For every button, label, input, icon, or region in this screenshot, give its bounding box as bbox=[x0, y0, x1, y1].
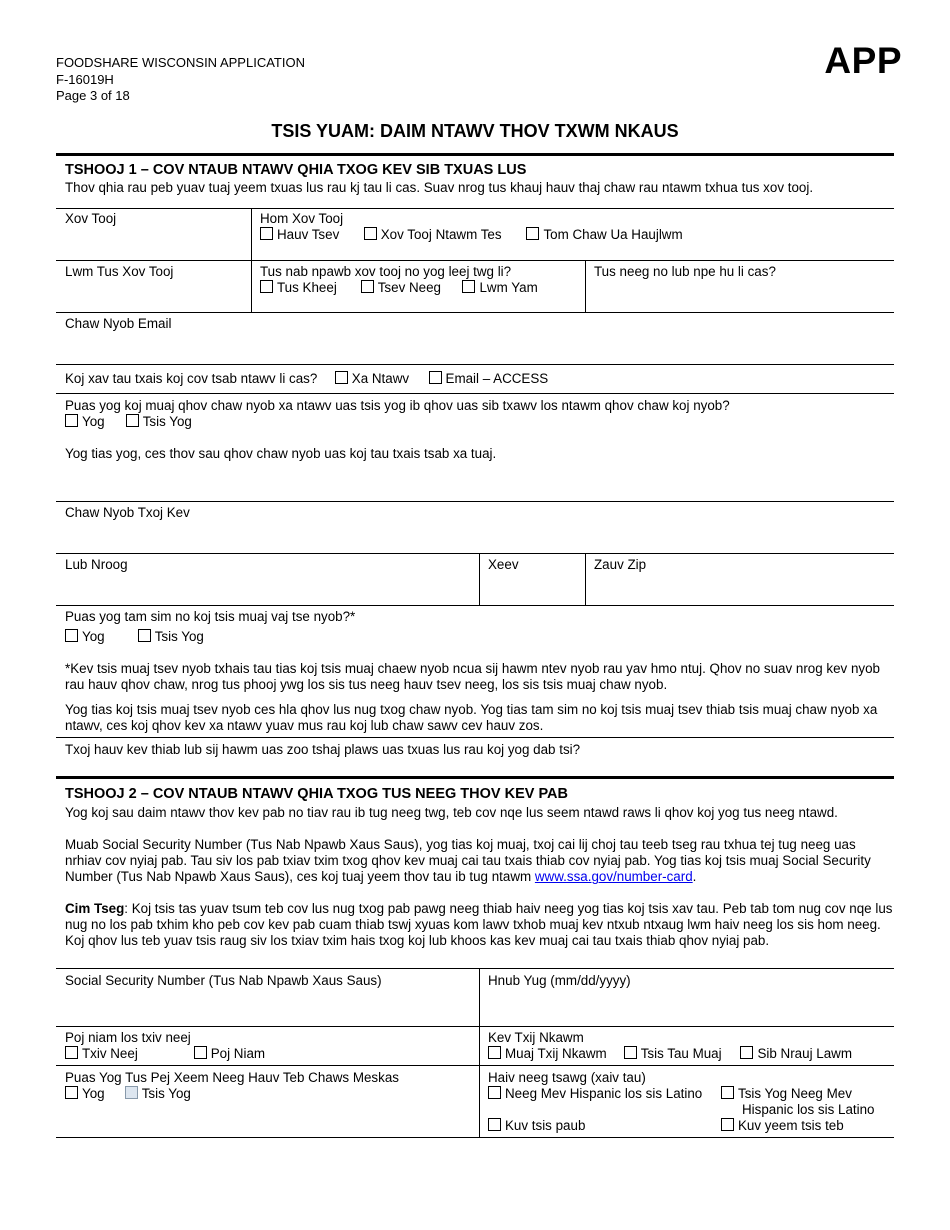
sex-male[interactable]: Txiv Neej bbox=[65, 1046, 190, 1062]
mailing-yes[interactable]: Yog bbox=[65, 414, 122, 430]
checkbox[interactable] bbox=[65, 629, 78, 642]
divider bbox=[56, 260, 894, 261]
marital-label: Kev Txij Nkawm bbox=[488, 1030, 584, 1045]
divider bbox=[479, 553, 480, 605]
state-label: Xeev bbox=[488, 557, 519, 572]
phone-type-label: Hom Xov Tooj bbox=[260, 211, 344, 226]
phone-label: Xov Tooj bbox=[65, 211, 117, 226]
divider bbox=[56, 553, 894, 554]
checkbox[interactable] bbox=[65, 414, 78, 427]
ssn-label: Social Security Number (Tus Nab Npawb Xaus Saus) bbox=[65, 973, 382, 988]
form-title: FOODSHARE WISCONSIN APPLICATION bbox=[56, 55, 305, 70]
checkbox[interactable] bbox=[526, 227, 539, 240]
contact-time-question: Txoj hauv kev thiab lub sij hawm uas zoo tshaj plaws uas txuas lus rau koj yog dab tsi? bbox=[65, 742, 581, 757]
citizen-yes[interactable]: Yog bbox=[65, 1086, 121, 1102]
other-phone-other[interactable]: Lwm Yam bbox=[462, 280, 537, 296]
divider bbox=[56, 737, 894, 738]
phone-type-cell[interactable]: Xov Tooj Ntawm Tes bbox=[364, 227, 523, 243]
ssn-paragraph: Muab Social Security Number (Tus Nab Npawb Xaus Saus), yog tias koj muaj, txoj cai lij choj tau teeb tseg rau txhua tej tug neeg uas nrhiav cov nyiaj pab. Tau siv los pab txiav txim txog qhov kev muaj cai tau txais thiab cov nyiaj pab. Yog tias koj tsis muaj Social Security Number (Tus Nab Npawb Xaus Saus), ces koj tuaj yeem thov tau ib tug ntawm www.ssa.gov/number-card. bbox=[65, 837, 871, 885]
notice-mail[interactable]: Xa Ntawv bbox=[335, 371, 425, 387]
app-badge: APP bbox=[824, 40, 902, 81]
citizen-no[interactable]: Tsis Yog bbox=[125, 1086, 191, 1102]
divider bbox=[56, 501, 894, 502]
divider bbox=[56, 208, 894, 209]
divider bbox=[585, 553, 586, 605]
other-phone-self[interactable]: Tus Kheej bbox=[260, 280, 357, 296]
street-label: Chaw Nyob Txoj Kev bbox=[65, 505, 190, 520]
checkbox[interactable] bbox=[462, 280, 475, 293]
other-phone-question: Tus nab npawb xov tooj no yog leej twg li? bbox=[260, 264, 512, 279]
section1-top-rule bbox=[56, 153, 894, 156]
divider bbox=[56, 1137, 894, 1138]
citizen-label: Puas Yog Tus Pej Xeem Neeg Hauv Teb Chaws Meskas bbox=[65, 1070, 399, 1085]
checkbox[interactable] bbox=[260, 280, 273, 293]
section1-title: TSHOOJ 1 – COV NTAUB NTAWV QHIA TXOG KEV SIB TXUAS LUS bbox=[65, 162, 527, 178]
marital-single[interactable]: Tsis Tau Muaj bbox=[624, 1046, 737, 1062]
section2-title: TSHOOJ 2 – COV NTAUB NTAWV QHIA TXOG TUS NEEG THOV KEV PAB bbox=[65, 786, 568, 802]
divider bbox=[56, 605, 894, 606]
checkbox[interactable] bbox=[194, 1046, 207, 1059]
ethnicity-not-hispanic[interactable]: Tsis Yog Neeg Mev bbox=[721, 1086, 852, 1102]
phone-type-home[interactable]: Hauv Tsev bbox=[260, 227, 360, 243]
checkbox[interactable] bbox=[488, 1086, 501, 1099]
homeless-yes[interactable]: Yog bbox=[65, 629, 134, 645]
dob-label: Hnub Yug (mm/dd/yyyy) bbox=[488, 973, 631, 988]
zip-label: Zauv Zip bbox=[594, 557, 647, 572]
ethnicity-unknown[interactable]: Kuv tsis paub bbox=[488, 1118, 585, 1134]
ethnicity-not-hispanic-line2: Hispanic los sis Latino bbox=[742, 1102, 875, 1117]
checkbox[interactable] bbox=[361, 280, 374, 293]
section2-intro: Yog koj sau daim ntawv thov kev pab no tiav rau ib tug neeg twg, teb cov nqe lus seem ntawd raws li qhov koj yog tus neeg ntawd. bbox=[65, 805, 838, 820]
marital-options bbox=[488, 1046, 852, 1062]
checkbox[interactable] bbox=[126, 414, 139, 427]
mailing-followup: Yog tias yog, ces thov sau qhov chaw nyob uas koj tau txais tsab xa tuaj. bbox=[65, 446, 497, 461]
other-phone-options bbox=[260, 280, 538, 296]
sex-female[interactable]: Poj Niam bbox=[194, 1046, 265, 1062]
ethnicity-no-answer[interactable]: Kuv yeem tsis teb bbox=[721, 1118, 844, 1134]
checkbox[interactable] bbox=[721, 1118, 734, 1131]
homeless-question: Puas yog tam sim no koj tsis muaj vaj tse nyob?* bbox=[65, 609, 356, 624]
divider bbox=[56, 1065, 894, 1066]
marital-married[interactable]: Muaj Txij Nkawm bbox=[488, 1046, 620, 1062]
section2-top-rule bbox=[56, 776, 894, 779]
sex-options bbox=[65, 1046, 265, 1062]
divider bbox=[56, 312, 894, 313]
homeless-note-2: Yog tias koj tsis muaj tsev nyob ces hla qhov lus nug txog chaw nyob. Yog tias tam sim no koj tsis muaj tsev thiab tsis muaj chaw nyob xa ntawv, ces koj qhov kev xa ntawv yuav mus rau koj lub chaw sawv cev hauv zos. bbox=[65, 702, 878, 734]
notice-email[interactable]: Email – ACCESS bbox=[429, 371, 549, 387]
ethnicity-hispanic[interactable]: Neeg Mev Hispanic los sis Latino bbox=[488, 1086, 702, 1102]
note-paragraph: Cim Tseg: Koj tsis tas yuav tsum teb cov lus nug txog pab pawg neeg thiab haiv neeg yog tias koj tsis xav tau. Peb tab tom nug cov nqe lus nug no los pab txhim kho peb cov kev pab cuam thiab tswj xyuas kom lawv txhob muaj kev ntxub ntxaug lwm haiv neeg los sis hom neeg. Koj qhov lus teb yuav tsis raug siv los txiav txim hais txog koj lub khoos kas kev muaj cai tau txais thiab qhov nyiaj pab. bbox=[65, 901, 893, 949]
homeless-no[interactable]: Tsis Yog bbox=[138, 629, 204, 645]
mailing-no[interactable]: Tsis Yog bbox=[126, 414, 192, 430]
checkbox[interactable] bbox=[260, 227, 273, 240]
checkbox[interactable] bbox=[721, 1086, 734, 1099]
checkbox[interactable] bbox=[138, 629, 151, 642]
notice-question: Koj xav tau txais koj cov tsab ntawv li cas? bbox=[65, 371, 318, 386]
divider bbox=[56, 1026, 894, 1027]
other-phone-family[interactable]: Tsev Neeg bbox=[361, 280, 459, 296]
form-header bbox=[56, 55, 305, 105]
section1-intro: Thov qhia rau peb yuav tuaj yeem txuas lus rau kj tau li cas. Suav nrog tus khauj hauv thaj chaw rau ntawm txhua tus xov tooj. bbox=[65, 180, 814, 195]
divider bbox=[56, 364, 894, 365]
city-label: Lub Nroog bbox=[65, 557, 128, 572]
checkbox[interactable] bbox=[364, 227, 377, 240]
checkbox[interactable] bbox=[624, 1046, 637, 1059]
phone-type-options bbox=[260, 227, 683, 243]
divider bbox=[56, 393, 894, 394]
homeless-options bbox=[65, 629, 204, 645]
phone-type-work[interactable]: Tom Chaw Ua Haujlwm bbox=[526, 227, 682, 243]
marital-divorced[interactable]: Sib Nrauj Lawm bbox=[740, 1046, 852, 1062]
email-label: Chaw Nyob Email bbox=[65, 316, 172, 331]
page-title: TSIS YUAM: DAIM NTAWV THOV TXWM NKAUS bbox=[271, 121, 679, 141]
checkbox[interactable] bbox=[740, 1046, 753, 1059]
note-label: Cim Tseg bbox=[65, 901, 125, 916]
other-phone-label: Lwm Tus Xov Tooj bbox=[65, 264, 174, 279]
checkbox[interactable] bbox=[488, 1046, 501, 1059]
checkbox[interactable] bbox=[335, 371, 348, 384]
owner-question: Tus neeg no lub npe hu li cas? bbox=[594, 264, 776, 279]
divider bbox=[479, 968, 480, 1138]
mailing-question: Puas yog koj muaj qhov chaw nyob xa ntawv uas tsis yog ib qhov uas sib txawv los ntawm qhov chaw koj nyob? bbox=[65, 398, 730, 413]
checkbox[interactable] bbox=[429, 371, 442, 384]
mailing-options bbox=[65, 414, 192, 430]
form-number: F-16019H bbox=[56, 71, 114, 87]
checkbox[interactable] bbox=[65, 1046, 78, 1059]
divider bbox=[56, 968, 894, 969]
notice-row bbox=[65, 371, 548, 387]
page-number: Page 3 of 18 bbox=[56, 88, 130, 103]
homeless-note-1: *Kev tsis muaj tsev nyob txhais tau tias koj tsis muaj chaew nyob ncua sij hawm ntev nyob rau yav hmo ntuj. Qhov no suav nrog kev nyob rau hauv qhov chaw, nrog tus phooj ywg los sis tus neeg hauv tsev neeg, los sis tsis muaj chaw nyob. bbox=[65, 661, 881, 693]
sex-label: Poj niam los txiv neej bbox=[65, 1030, 191, 1045]
checkbox[interactable] bbox=[65, 1086, 78, 1099]
checkbox[interactable] bbox=[488, 1118, 501, 1131]
ssa-link[interactable]: www.ssa.gov/number-card bbox=[534, 869, 693, 885]
citizen-options bbox=[65, 1086, 191, 1102]
checkbox[interactable] bbox=[125, 1086, 138, 1099]
ethnicity-label: Haiv neeg tsawg (xaiv tau) bbox=[488, 1070, 646, 1085]
divider bbox=[585, 260, 586, 312]
